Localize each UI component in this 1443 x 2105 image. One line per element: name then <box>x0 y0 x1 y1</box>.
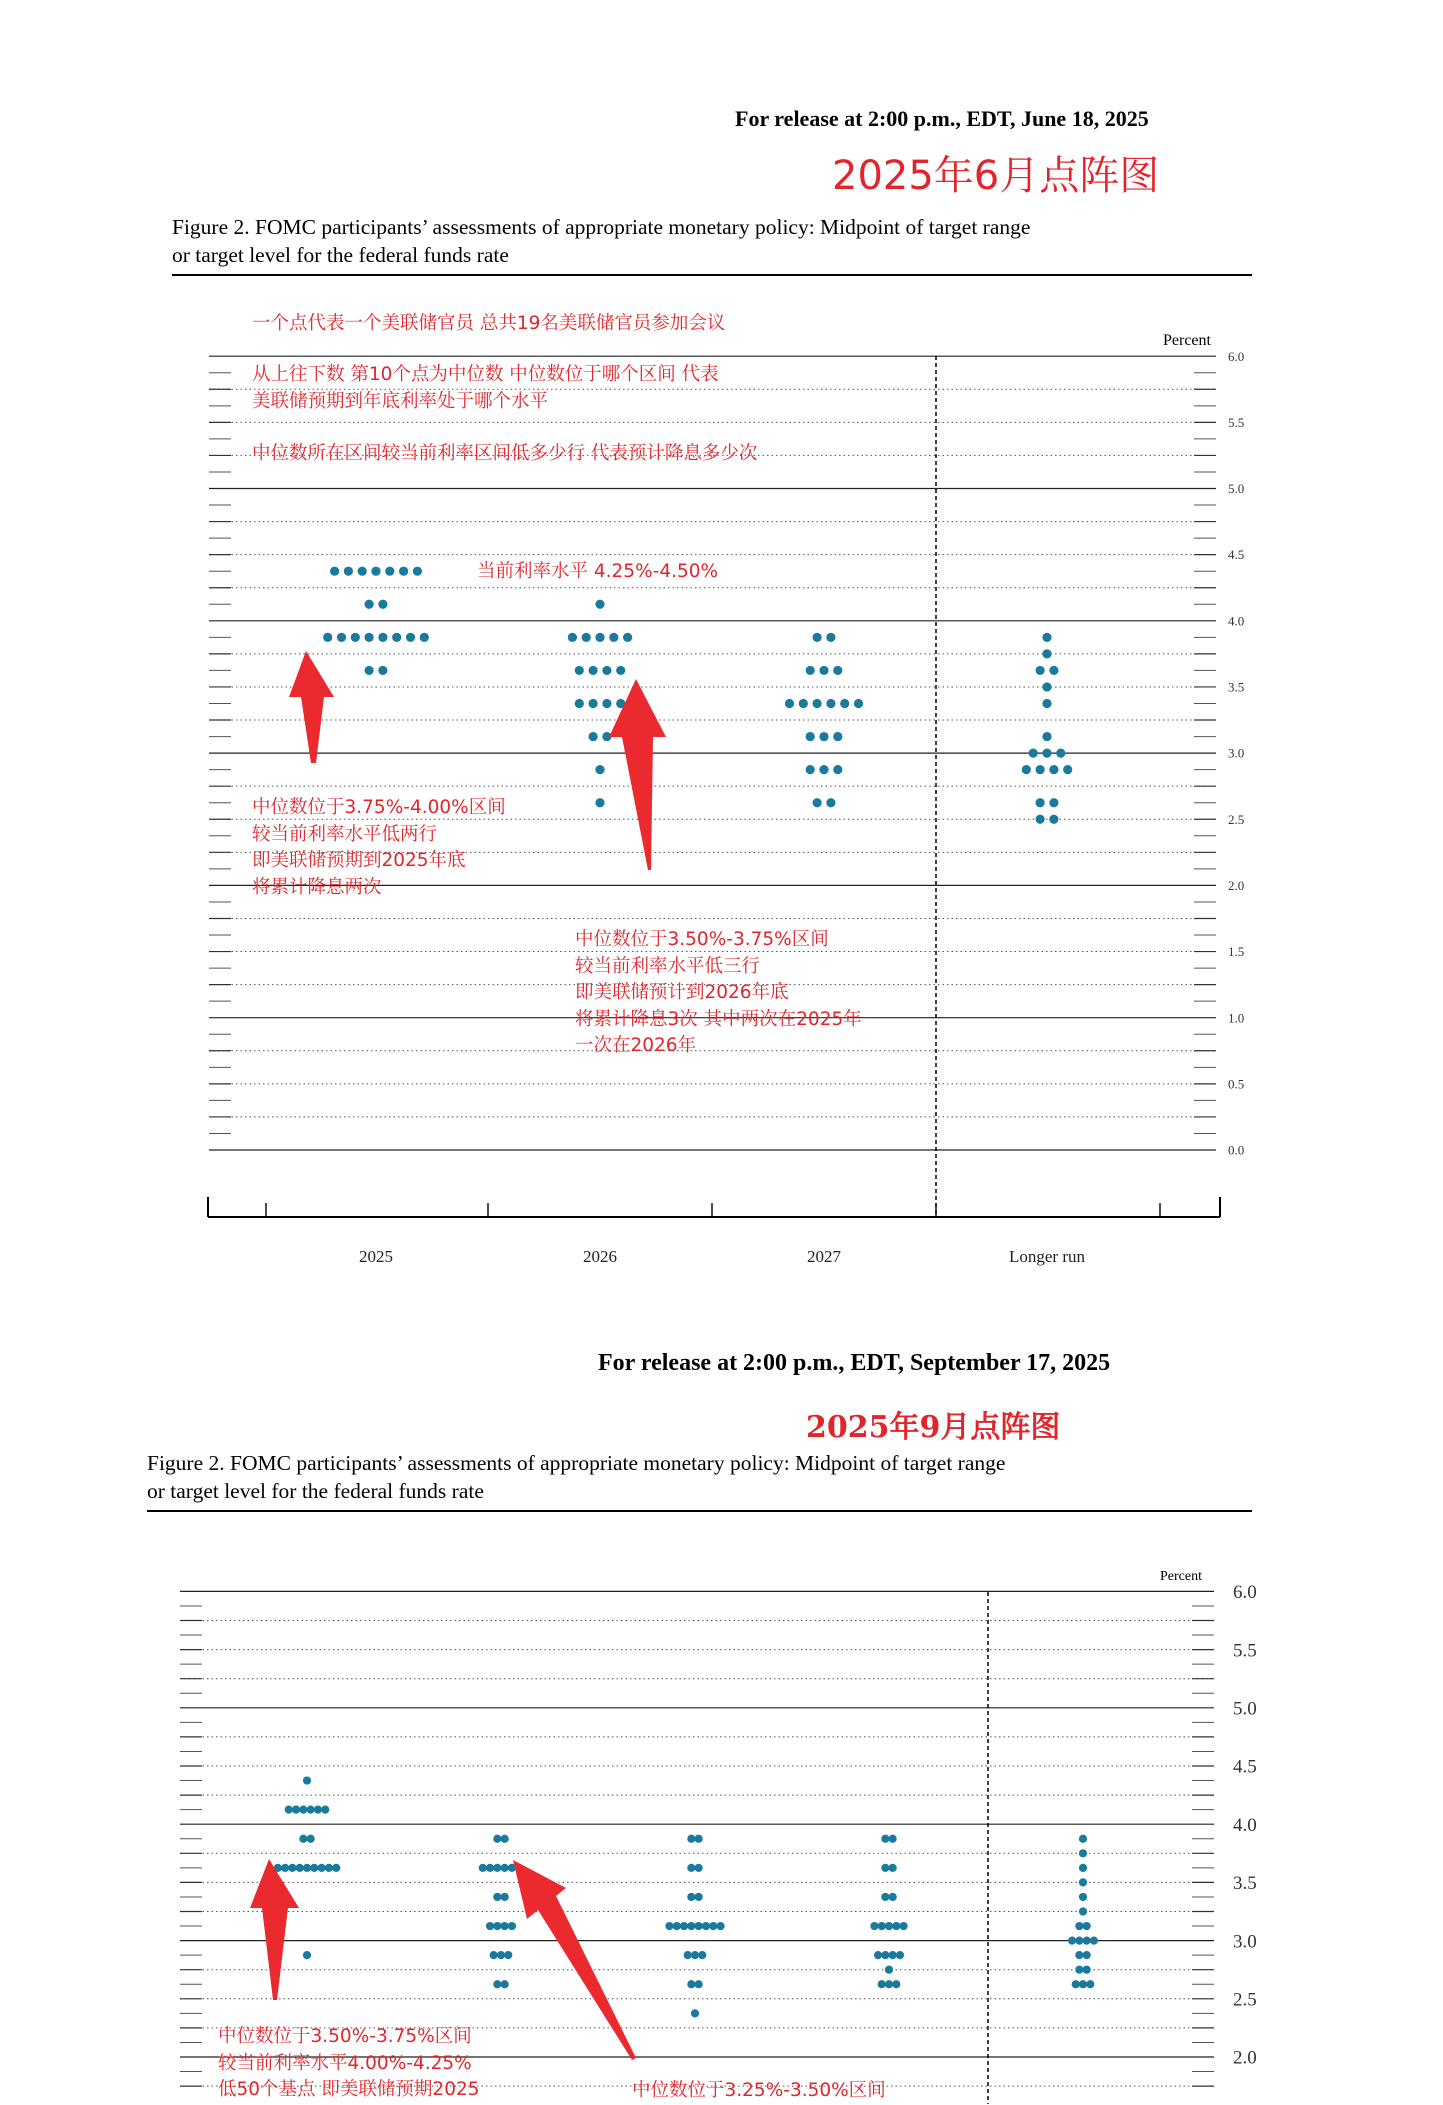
annotation-sep-2025-median <box>218 2024 480 2104</box>
dot <box>486 1922 494 1930</box>
dot <box>1079 1907 1087 1915</box>
dot <box>896 1951 904 1959</box>
dot <box>813 633 822 642</box>
dot <box>314 1806 322 1814</box>
dot <box>892 1922 900 1930</box>
dot <box>889 1835 897 1843</box>
dot <box>616 666 625 675</box>
y-tick-label: 5.5 <box>1228 414 1245 430</box>
release-line-june: For release at 2:00 p.m., EDT, June 18, 2025 <box>735 106 1149 131</box>
dot <box>687 1893 695 1901</box>
annotation-dot-meaning <box>252 311 725 338</box>
dot <box>698 1951 706 1959</box>
dot <box>833 765 842 774</box>
dot <box>508 1922 516 1930</box>
dot <box>1036 666 1045 675</box>
red-arrow-2025 <box>250 1859 299 2000</box>
dot <box>881 1951 889 1959</box>
dot <box>709 1922 717 1930</box>
dot <box>1036 815 1045 824</box>
dot <box>885 1966 893 1974</box>
dot <box>819 765 828 774</box>
dot <box>1049 765 1058 774</box>
annotation-line: 将累计降息两次 <box>252 876 382 898</box>
dot <box>307 1806 315 1814</box>
dot <box>819 732 828 741</box>
dot <box>806 765 815 774</box>
red-arrow-2026 <box>513 1860 636 2060</box>
dot <box>881 1835 889 1843</box>
dot <box>299 1806 307 1814</box>
dot <box>1079 1893 1087 1901</box>
dot <box>296 1864 304 1872</box>
y-tick-label: 3.0 <box>1233 1931 1257 1953</box>
annotation-line: 低50个基点 即美联储预期2025 <box>218 2079 480 2100</box>
dot <box>885 1980 893 1988</box>
dot <box>1083 1937 1091 1945</box>
y-tick-label: 6.0 <box>1233 1582 1257 1604</box>
dot <box>365 600 374 609</box>
dot <box>307 1835 315 1843</box>
dot <box>819 666 828 675</box>
dot <box>365 633 374 642</box>
dot <box>687 1864 695 1872</box>
dot <box>493 1864 501 1872</box>
annotation-line: 中位数所在区间较当前利率区间低多少行 代表预计降息多少次 <box>252 443 758 464</box>
dot <box>826 699 835 708</box>
y-tick-label: 3.5 <box>1233 1873 1257 1895</box>
dot <box>595 798 604 807</box>
dot <box>1042 682 1051 691</box>
dot <box>1075 1922 1083 1930</box>
x-tick-label: 2025 <box>359 1247 393 1266</box>
y-tick-label: 0.5 <box>1228 1076 1245 1092</box>
dot-plot-september <box>0 1500 1443 2104</box>
dot <box>695 1980 703 1988</box>
annotation-line: 美联储预期到年底利率处于哪个水平 <box>252 390 549 412</box>
dot <box>351 633 360 642</box>
y-tick-label: 3.0 <box>1228 745 1245 761</box>
dot <box>501 1893 509 1901</box>
y-tick-label: 3.5 <box>1228 679 1245 695</box>
y-tick-label: 2.0 <box>1228 877 1245 893</box>
dot <box>332 1864 340 1872</box>
dot <box>1049 798 1058 807</box>
dot <box>420 633 429 642</box>
dot <box>1049 666 1058 675</box>
figure-caption-line-2: or target level for the federal funds rate <box>172 243 509 267</box>
dot <box>1022 765 1031 774</box>
dot <box>1079 1849 1087 1857</box>
dot <box>691 1951 699 1959</box>
annotation-median-rule <box>252 362 719 415</box>
dot <box>493 1980 501 1988</box>
dot <box>889 1893 897 1901</box>
dot <box>406 633 415 642</box>
dot <box>1086 1980 1094 1988</box>
red-arrow-2025 <box>289 651 334 763</box>
dot <box>493 1893 501 1901</box>
y-tick-label: 1.0 <box>1228 1010 1245 1026</box>
dot <box>833 666 842 675</box>
x-tick-label: 2026 <box>583 1247 617 1266</box>
annotation-line: 一个点代表一个美联储官员 总共19名美联储官员参加会议 <box>252 313 726 334</box>
dot <box>889 1951 897 1959</box>
dot <box>695 1835 703 1843</box>
y-tick-label: 4.0 <box>1233 1814 1257 1836</box>
dot <box>716 1922 724 1930</box>
annotation-line: 较当前利率水平4.00%-4.25% <box>218 2052 472 2074</box>
dot <box>1090 1937 1098 1945</box>
figure-caption-september <box>147 1449 1252 1505</box>
dot <box>318 1864 326 1872</box>
x-tick-label: Longer run <box>1008 1247 1086 1266</box>
dot <box>687 1922 695 1930</box>
dot <box>673 1922 681 1930</box>
y-tick-label: 4.5 <box>1228 547 1245 563</box>
figure-caption-line-1: Figure 2. FOMC participants’ assessments of appropriate monetary policy: Midpoint of target range <box>147 1451 1006 1475</box>
x-tick-label: 2027 <box>807 1247 841 1266</box>
dot <box>1075 1951 1083 1959</box>
dot <box>490 1951 498 1959</box>
dot <box>826 798 835 807</box>
dot <box>687 1980 695 1988</box>
annotation-2026-median <box>575 927 862 1060</box>
dot <box>504 1951 512 1959</box>
annotation-line: 较当前利率水平低两行 <box>252 823 438 845</box>
y-tick-label: 6.0 <box>1228 348 1245 364</box>
dot <box>595 765 604 774</box>
dot <box>1042 749 1051 758</box>
y-tick-label: 5.0 <box>1228 481 1245 497</box>
chart-title-cn-september: 2025年9月点阵图 <box>806 1410 1061 1445</box>
annotation-line: 中位数位于3.50%-3.75%区间 <box>575 929 829 950</box>
dot <box>813 798 822 807</box>
dot <box>371 567 380 576</box>
y-tick-label: 5.0 <box>1233 1698 1257 1720</box>
dot <box>378 666 387 675</box>
dot <box>595 633 604 642</box>
dot <box>602 666 611 675</box>
dot <box>806 732 815 741</box>
dot <box>303 1951 311 1959</box>
dot <box>889 1864 897 1872</box>
dot <box>392 633 401 642</box>
dot <box>292 1806 300 1814</box>
dot <box>501 1864 509 1872</box>
dot <box>881 1893 889 1901</box>
dot <box>878 1980 886 1988</box>
y-tick-label: 2.5 <box>1228 811 1245 827</box>
dot <box>1042 732 1051 741</box>
figure-caption-line-1: Figure 2. FOMC participants’ assessments of appropriate monetary policy: Midpoint of target range <box>172 215 1031 239</box>
dot <box>874 1951 882 1959</box>
annotation-line: 将累计降息3次 其中两次在2025年 <box>575 1008 862 1030</box>
dot <box>303 1776 311 1784</box>
annotation-sep-2026-median <box>632 2078 886 2105</box>
dot <box>303 1864 311 1872</box>
annotation-line: 当前利率水平 4.25%-4.50% <box>477 561 719 582</box>
dot <box>900 1922 908 1930</box>
annotation-line: 一次在2026年 <box>575 1035 697 1056</box>
dot <box>1075 1937 1083 1945</box>
dot <box>1083 1922 1091 1930</box>
dot <box>582 633 591 642</box>
annotation-line: 即美联储预计到2026年底 <box>575 982 789 1003</box>
dot <box>486 1864 494 1872</box>
dot <box>344 567 353 576</box>
dot <box>575 699 584 708</box>
dot <box>1075 1966 1083 1974</box>
dot <box>1079 1878 1087 1886</box>
dot <box>575 666 584 675</box>
dot <box>833 732 842 741</box>
dot <box>687 1835 695 1843</box>
y-tick-label: 2.5 <box>1233 1989 1257 2011</box>
dot <box>623 633 632 642</box>
dot <box>1036 798 1045 807</box>
dot <box>695 1893 703 1901</box>
dot <box>1042 649 1051 658</box>
dot <box>378 633 387 642</box>
release-line-september: For release at 2:00 p.m., EDT, September 17, 2025 <box>598 1350 1111 1376</box>
dot <box>399 567 408 576</box>
annotation-line: 即美联储预期到2025年底 <box>252 850 466 871</box>
annotation-cut-count-rule <box>252 441 757 468</box>
dot <box>1083 1951 1091 1959</box>
dot <box>870 1922 878 1930</box>
chart-title-cn-june: 2025年6月点阵图 <box>832 153 1160 199</box>
red-arrow-2026 <box>609 679 666 870</box>
dot <box>691 2009 699 2017</box>
annotation-line: 较当前利率水平低三行 <box>575 955 761 977</box>
dot <box>1036 765 1045 774</box>
dot <box>878 1922 886 1930</box>
dot <box>310 1864 318 1872</box>
dot <box>1042 633 1051 642</box>
dot <box>1056 749 1065 758</box>
dot <box>501 1922 509 1930</box>
dot <box>497 1951 505 1959</box>
y-axis-unit-label: Percent <box>1160 1569 1202 1584</box>
dot <box>413 567 422 576</box>
y-tick-label: 4.5 <box>1233 1756 1257 1778</box>
y-tick-label: 5.5 <box>1233 1640 1257 1662</box>
dot <box>323 633 332 642</box>
dot <box>702 1922 710 1930</box>
dot <box>695 1864 703 1872</box>
dot <box>881 1864 889 1872</box>
dot <box>1042 699 1051 708</box>
dot <box>358 567 367 576</box>
annotation-2025-median <box>252 795 506 901</box>
figure-caption-line-2: or target level for the federal funds rate <box>147 1479 484 1503</box>
annotation-current-rate <box>477 559 718 586</box>
dot <box>501 1980 509 1988</box>
y-axis-unit-label: Percent <box>1163 332 1211 349</box>
y-tick-label: 4.0 <box>1228 613 1245 629</box>
annotation-line: 从上往下数 第10个点为中位数 中位数位于哪个区间 代表 <box>252 364 719 385</box>
y-tick-label: 1.5 <box>1228 944 1245 960</box>
dot <box>826 633 835 642</box>
dot <box>325 1864 333 1872</box>
dot <box>1049 815 1058 824</box>
y-tick-label: 2.0 <box>1233 2047 1257 2069</box>
dot <box>609 633 618 642</box>
dot <box>695 1922 703 1930</box>
dot <box>684 1951 692 1959</box>
y-tick-label: 0.0 <box>1228 1142 1245 1158</box>
dot <box>813 699 822 708</box>
dot <box>589 699 598 708</box>
dot <box>589 666 598 675</box>
dot <box>285 1806 293 1814</box>
dot <box>385 567 394 576</box>
dot <box>602 699 611 708</box>
dot <box>680 1922 688 1930</box>
dot <box>288 1864 296 1872</box>
dot <box>1063 765 1072 774</box>
dot <box>1079 1864 1087 1872</box>
annotation-line: 中位数位于3.50%-3.75%区间 <box>218 2026 472 2047</box>
dot <box>1029 749 1038 758</box>
dot <box>665 1922 673 1930</box>
dot <box>854 699 863 708</box>
dot <box>568 633 577 642</box>
dot <box>337 633 346 642</box>
dot <box>1083 1966 1091 1974</box>
dot <box>479 1864 487 1872</box>
dot <box>785 699 794 708</box>
dot <box>299 1835 307 1843</box>
dot <box>378 600 387 609</box>
dot <box>321 1806 329 1814</box>
dot <box>806 666 815 675</box>
dot <box>589 732 598 741</box>
dot <box>1072 1980 1080 1988</box>
annotation-line: 中位数位于3.75%-4.00%区间 <box>252 797 506 818</box>
dot <box>330 567 339 576</box>
dot <box>501 1835 509 1843</box>
dot <box>892 1980 900 1988</box>
dot <box>840 699 849 708</box>
dot <box>1079 1835 1087 1843</box>
dot <box>365 666 374 675</box>
dot <box>595 600 604 609</box>
dot <box>885 1922 893 1930</box>
dot <box>493 1922 501 1930</box>
dot <box>799 699 808 708</box>
dot <box>1068 1937 1076 1945</box>
dot <box>1079 1980 1087 1988</box>
dot <box>493 1835 501 1843</box>
dot <box>281 1864 289 1872</box>
annotation-line: 中位数位于3.25%-3.50%区间 <box>632 2080 886 2101</box>
